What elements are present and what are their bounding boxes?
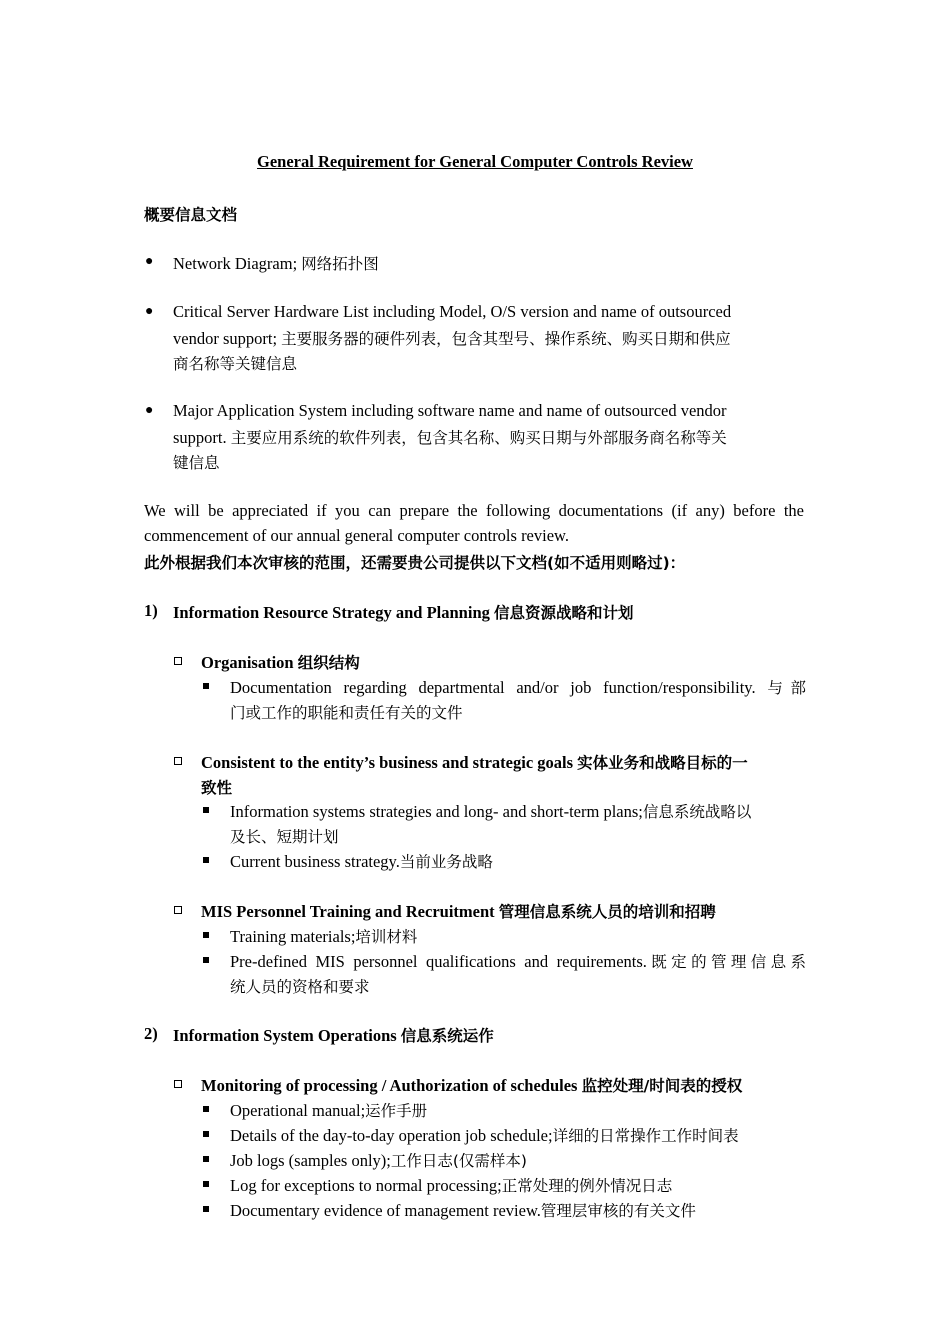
summary-item-hardware-line1: Critical Server Hardware List including Model, O/S version and name of outsourced <box>173 302 732 321</box>
item-text-en: Job logs (samples only); <box>230 1151 391 1170</box>
square-bullet-icon <box>203 1181 209 1187</box>
square-bullet-icon <box>203 957 209 963</box>
intro-zh: 此外根据我们本次审核的范围，还需要贵公司提供以下文档(如不适用则略过)： <box>144 554 686 572</box>
item-qualifications-line1 <box>230 950 806 972</box>
summary-item-network <box>173 252 379 274</box>
checkbox-square-icon <box>174 757 182 765</box>
item-text-en: Information systems strategies and long- and short-term plans; <box>230 802 643 821</box>
group-monitoring-title <box>201 1074 742 1096</box>
group-title-zh: 管理信息系统人员的培训和招聘 <box>498 903 716 921</box>
item-text-zh: 主要服务器的硬件列表，包含其型号、操作系统、购买日期和供应 <box>281 330 731 348</box>
section-title-zh: 信息系统运作 <box>400 1027 494 1045</box>
item-text-zh: 正常处理的例外情况日志 <box>501 1177 673 1195</box>
item-text-zh: 管理层审核的有关文件 <box>540 1202 696 1220</box>
summary-item-hardware-line3: 商名称等关键信息 <box>173 355 298 373</box>
square-bullet-icon <box>203 683 209 689</box>
intro-line1: We will be appreciated if you can prepare the following documentations (if any) before the <box>144 501 804 520</box>
item-management-review <box>230 1199 696 1221</box>
item-training-materials <box>230 925 417 947</box>
item-exception-log <box>230 1174 672 1196</box>
checkbox-square-icon <box>174 657 182 665</box>
group-consistent-title <box>201 751 748 773</box>
group-title-zh: 监控处理/时间表的授权 <box>581 1077 743 1095</box>
item-text-en: Pre-defined MIS personnel qualifications and requirements. <box>230 952 647 971</box>
item-text-en: Log for exceptions to normal processing; <box>230 1176 502 1195</box>
section2-title <box>173 1024 494 1046</box>
summary-item-hardware-line2 <box>173 327 731 349</box>
checkbox-square-icon <box>174 1080 182 1088</box>
section-title-en: Information Resource Strategy and Planning <box>173 603 494 622</box>
summary-item-application-line3: 键信息 <box>173 454 220 472</box>
item-job-schedule <box>230 1124 739 1146</box>
square-bullet-icon <box>203 857 209 863</box>
item-text-zh: 工作日志(仅需样本) <box>390 1152 527 1170</box>
group-title-en: Monitoring of processing / Authorization of schedules <box>201 1076 582 1095</box>
group-title-en: Organisation <box>201 653 298 672</box>
item-text-zh: 当前业务战略 <box>399 853 493 871</box>
item-business-strategy <box>230 850 493 872</box>
item-qualifications-line2: 统人员的资格和要求 <box>230 978 370 996</box>
item-is-strategies-line2: 及长、短期计划 <box>230 828 339 846</box>
item-text-en: Network Diagram; <box>173 254 302 273</box>
summary-item-application-line2 <box>173 426 727 448</box>
section-title-en: Information System Operations <box>173 1026 401 1045</box>
square-bullet-icon <box>203 1206 209 1212</box>
intro-line2: commencement of our annual general computer controls review. <box>144 526 570 545</box>
square-bullet-icon <box>203 1131 209 1137</box>
group-title-en: MIS Personnel Training and Recruitment <box>201 902 499 921</box>
group-title-zh: 实体业务和战略目标的一 <box>577 754 748 772</box>
group-title-en: Consistent to the entity’s business and strategic goals <box>201 753 578 772</box>
item-text-zh: 信息系统战略以 <box>642 803 752 821</box>
item-documentation-line2: 门或工作的职能和责任有关的文件 <box>230 704 463 722</box>
item-text-en: Documentary evidence of management review. <box>230 1201 541 1220</box>
item-text-en: support. <box>173 428 231 447</box>
item-text-zh: 与部 <box>767 679 806 697</box>
section1-number: 1) <box>144 601 158 620</box>
item-text-zh: 既定的管理信息系 <box>646 953 806 971</box>
item-text-en: Documentation regarding departmental and/or job function/responsibility. <box>230 678 768 697</box>
group-title-zh: 组织结构 <box>297 654 360 672</box>
item-text-zh: 网络拓扑图 <box>301 255 379 273</box>
item-text-en: Details of the day-to-day operation job schedule; <box>230 1126 553 1145</box>
square-bullet-icon <box>203 807 209 813</box>
item-text-zh: 运作手册 <box>365 1102 428 1120</box>
item-text-en: Training materials; <box>230 927 356 946</box>
item-job-logs <box>230 1149 527 1171</box>
square-bullet-icon <box>203 1106 209 1112</box>
square-bullet-icon <box>203 1156 209 1162</box>
bullet-icon: ● <box>145 304 154 319</box>
section-title-zh: 信息资源战略和计划 <box>494 604 634 622</box>
item-text-en: Operational manual; <box>230 1101 366 1120</box>
item-documentation-line1 <box>230 676 806 698</box>
item-text-en: Current business strategy. <box>230 852 400 871</box>
square-bullet-icon <box>203 932 209 938</box>
item-operational-manual <box>230 1099 427 1121</box>
document-title: General Requirement for General Computer Controls Review <box>257 152 693 171</box>
summary-heading: 概要信息文档 <box>144 206 238 224</box>
bullet-icon: ● <box>145 403 154 418</box>
group-consistent-title-line2: 致性 <box>201 779 233 797</box>
bullet-icon: ● <box>145 254 154 269</box>
group-mis-personnel-title <box>201 900 716 922</box>
section1-title <box>173 601 634 623</box>
section2-number: 2) <box>144 1024 158 1043</box>
group-organisation-title <box>201 651 360 673</box>
checkbox-square-icon <box>174 906 182 914</box>
item-text-zh: 培训材料 <box>355 928 418 946</box>
item-is-strategies-line1 <box>230 800 751 822</box>
item-text-zh: 详细的日常操作工作时间表 <box>552 1127 739 1145</box>
item-text-zh: 主要应用系统的软件列表，包含其名称、购买日期与外部服务商名称等关 <box>230 429 727 447</box>
summary-item-application-line1: Major Application System including software name and name of outsourced vendor <box>173 401 727 420</box>
item-text-en: vendor support; <box>173 329 282 348</box>
